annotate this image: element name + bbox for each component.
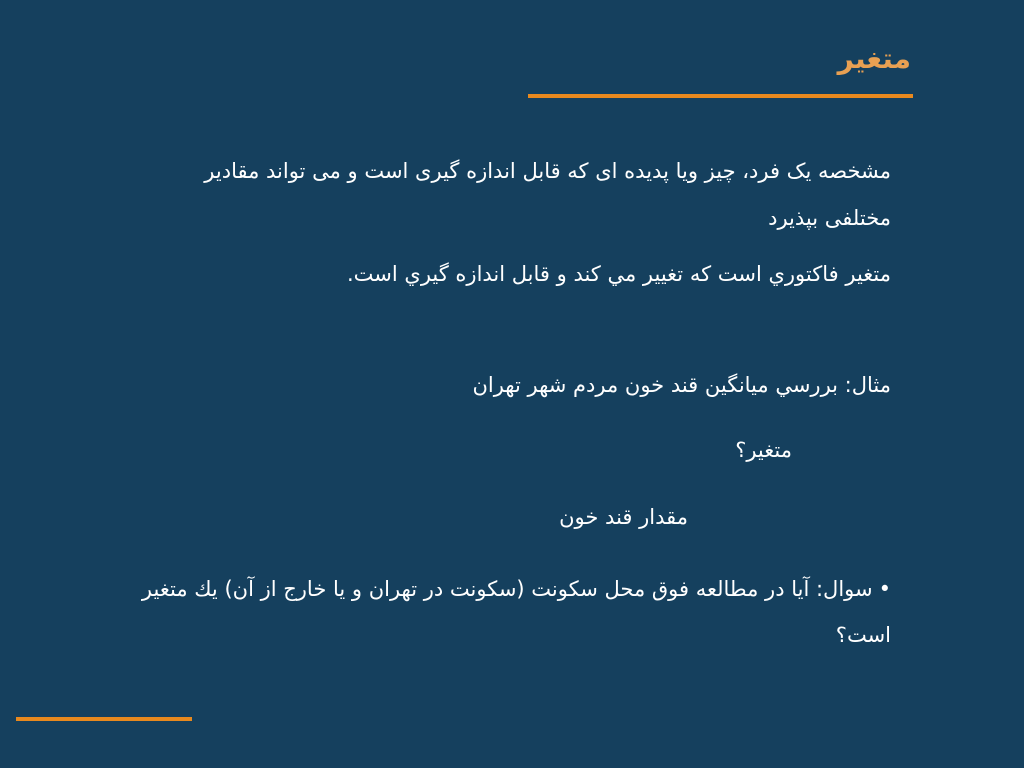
footer-rule [16,717,192,721]
title-underline [528,94,913,98]
slide-title: متغیر [837,42,911,75]
definition-paragraph: مشخصه یک فرد، چیز ویا پدیده ای که قابل اندازه گیری است و می تواند مقادیر مختلفی بپذیرد [204,159,891,230]
bullet-question [111,566,891,658]
variable-question: متغير؟ [735,438,792,462]
example-paragraph: مثال: بررسي ميانگين قند خون مردم شهر تهران [472,373,891,397]
definition-paragraph-2: متغیر فاكتوري است كه تغيير مي كند و قابل اندازه گيري است. [346,262,891,286]
variable-answer: مقدار قند خون [559,505,688,529]
bullet-text: سوال: آيا در مطالعه فوق محل سكونت (سكونت در تهران و يا خارج از آن) يك متغير است؟ [141,577,891,647]
bullet-icon: • [878,577,891,601]
